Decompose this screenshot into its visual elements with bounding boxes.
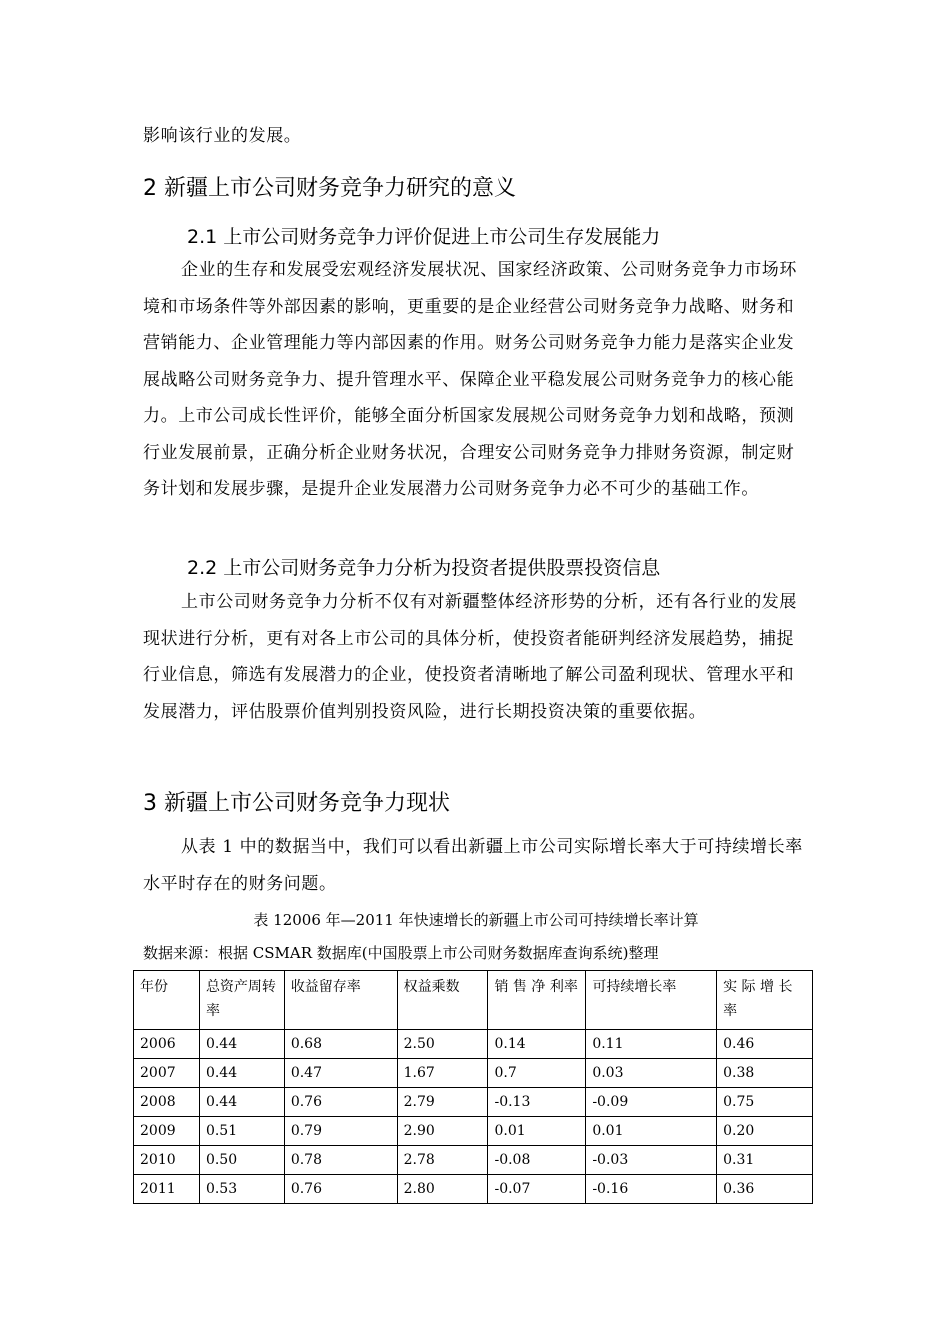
table-source-note: 数据来源：根据 CSMAR 数据库(中国股票上市公司财务数据库查询系统)整理 (143, 944, 659, 962)
cell: 0.76 (284, 1175, 397, 1204)
cell: 0.78 (284, 1146, 397, 1175)
cell: -0.16 (586, 1175, 717, 1204)
cell: -0.08 (488, 1146, 586, 1175)
subsection-heading-2-1: 2.1 上市公司财务竞争力评价促进上市公司生存发展能力 (187, 226, 661, 248)
cell: 0.47 (284, 1059, 397, 1088)
cell: 2.78 (397, 1146, 488, 1175)
cell: 2006 (134, 1030, 200, 1059)
cell: 0.20 (717, 1117, 813, 1146)
cell: 0.11 (586, 1030, 717, 1059)
header-year: 年份 (134, 971, 200, 1030)
paragraph-3: 从表 1 中的数据当中，我们可以看出新疆上市公司实际增长率大于可持续增长率水平时存在的财务问题。 (143, 837, 803, 894)
cell: -0.03 (586, 1146, 717, 1175)
cell: 1.67 (397, 1059, 488, 1088)
cell: 0.36 (717, 1175, 813, 1204)
cell: 0.68 (284, 1030, 397, 1059)
cell: 0.14 (488, 1030, 586, 1059)
table-caption: 表 12006 年—2011 年快速增长的新疆上市公司可持续增长率计算 (253, 911, 699, 929)
paragraph-continuation: 影响该行业的发展。 (143, 126, 302, 146)
header-actual-growth: 实 际 增 长率 (717, 971, 813, 1030)
cell: -0.07 (488, 1175, 586, 1204)
cell: 2.80 (397, 1175, 488, 1204)
header-sustainable-growth: 可持续增长率 (586, 971, 717, 1030)
table-row (134, 1117, 813, 1146)
section-heading-2: 2 新疆上市公司财务竞争力研究的意义 (143, 176, 516, 201)
paragraph-2-2: 上市公司财务竞争力分析不仅有对新疆整体经济形势的分析，还有各行业的发展现状进行分析，更有对各上市公司的具体分析，使投资者能研判经济发展趋势，捕捉行业信息，筛选有发展潜力的企业，使投资者清晰地了解公司盈利现状、管理水平和发展潜力，评估股票价值判别投资风险，进行长期投资决策的重要依据。 (143, 592, 797, 722)
cell: 0.44 (199, 1030, 284, 1059)
header-equity-multiplier: 权益乘数 (397, 971, 488, 1030)
cell: 0.79 (284, 1117, 397, 1146)
cell: 2008 (134, 1088, 200, 1117)
cell: 2.50 (397, 1030, 488, 1059)
cell: 0.46 (717, 1030, 813, 1059)
cell: 2.90 (397, 1117, 488, 1146)
cell: 0.50 (199, 1146, 284, 1175)
cell: 0.75 (717, 1088, 813, 1117)
cell: -0.13 (488, 1088, 586, 1117)
cell: 0.76 (284, 1088, 397, 1117)
table-row (134, 1030, 813, 1059)
table-header-row (134, 971, 813, 1030)
cell: 0.31 (717, 1146, 813, 1175)
cell: 0.7 (488, 1059, 586, 1088)
cell: 0.03 (586, 1059, 717, 1088)
table-row (134, 1088, 813, 1117)
table-row (134, 1146, 813, 1175)
cell: 0.53 (199, 1175, 284, 1204)
table-row (134, 1059, 813, 1088)
cell: 0.01 (586, 1117, 717, 1146)
section-heading-3: 3 新疆上市公司财务竞争力现状 (143, 791, 450, 816)
growth-rate-table (133, 970, 813, 1204)
cell: 2010 (134, 1146, 200, 1175)
paragraph-2-1: 企业的生存和发展受宏观经济发展状况、国家经济政策、公司财务竞争力市场环境和市场条件等外部因素的影响，更重要的是企业经营公司财务竞争力战略、财务和营销能力、企业管理能力等内部因素的作用。财务公司财务竞争力能力是落实企业发展战略公司财务竞争力、提升管理水平、保障企业平稳发展公司财务竞争力的核心能力。上市公司成长性评价，能够全面分析国家发展规公司财务竞争力划和战略，预测行业发展前景，正确分析企业财务状况，合理安公司财务竞争力排财务资源，制定财务计划和发展步骤，是提升企业发展潜力公司财务竞争力必不可少的基础工作。 (143, 260, 797, 499)
header-retention-ratio: 收益留存率 (284, 971, 397, 1030)
cell: -0.09 (586, 1088, 717, 1117)
cell: 0.44 (199, 1059, 284, 1088)
cell: 2.79 (397, 1088, 488, 1117)
subsection-heading-2-2: 2.2 上市公司财务竞争力分析为投资者提供股票投资信息 (187, 557, 661, 579)
cell: 0.01 (488, 1117, 586, 1146)
cell: 0.38 (717, 1059, 813, 1088)
header-net-profit-margin: 销 售 净 利率 (488, 971, 586, 1030)
cell: 2009 (134, 1117, 200, 1146)
cell: 2011 (134, 1175, 200, 1204)
table-row (134, 1175, 813, 1204)
cell: 0.44 (199, 1088, 284, 1117)
cell: 2007 (134, 1059, 200, 1088)
cell: 0.51 (199, 1117, 284, 1146)
header-asset-turnover: 总资产周转率 (199, 971, 284, 1030)
